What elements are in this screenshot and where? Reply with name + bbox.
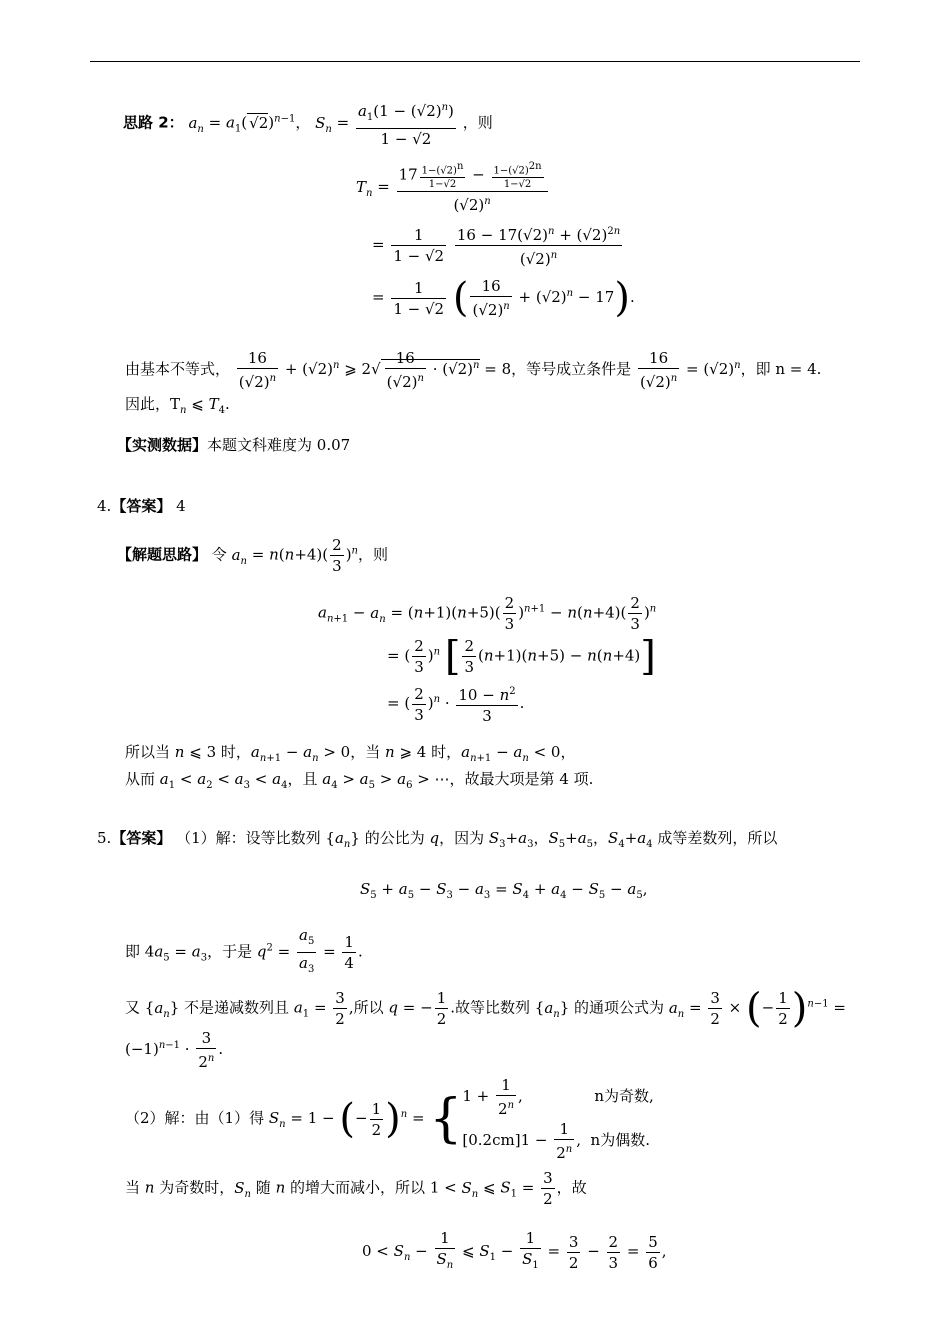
- then-text: ，则: [462, 113, 493, 132]
- q5-eq-4: $(-1)^{n-1}$ · $\frac{3}{2^n}$ .: [125, 1029, 224, 1071]
- q5-part2-line: （2）解：由（1）得 $S_n = 1$ − (− $\frac{1}{2}$ )$^n$ = { 1 + $\frac{1}{2^n}$ , n为奇数, [0.2cm]1 − $\frac{1}{2^n}$ , n为偶数.: [125, 1076, 654, 1162]
- tn-line-1: $T_n$ = 17 $\frac{1-(√2)^n}{1-√2}$ − $\frac{1-(√2)^{2n}}{1-√2}$ $(√2)^n$: [356, 160, 550, 215]
- piecewise-cases: 1 + $\frac{1}{2^n}$ , n为奇数, [0.2cm]1 − $\frac{1}{2^n}$ , n为偶数.: [462, 1076, 654, 1162]
- measured-line: [117, 433, 350, 457]
- q4-text-1: 所以当 n ⩽ 3 时，$a_{n+1} - a_n > 0$，当 n ⩾ 4 时，$a_{n+1} - a_n < 0$，: [125, 743, 576, 764]
- q5-odd-line: 当 n 为奇数时，$S_n$ 随 n 的增大而减小，所以 $1 < S_n$ ⩽ $S_1$ = $\frac{3}{2}$ ，故: [125, 1169, 587, 1208]
- q4-answer-line: 4.【答案】 4: [97, 497, 186, 515]
- q4-deriv-1: $a_{n+1} - a_n = (n+1)(n+5)$( $\frac{2}{3}$ )$^{n+1}$ − n(n+4)( $\frac{2}{3}$ )$^n$: [318, 594, 657, 633]
- q4-deriv-3: = ( $\frac{2}{3}$ )$^n$ · $\frac{10 - n^2}{3}$ .: [387, 684, 525, 725]
- q4-text-2: 从而 $a_1 < a_2 < a_3 < a_4$，且 $a_4 > a_5 > a_6$ > ⋯，故最大项是第 4 项.: [125, 770, 594, 791]
- q4-deriv-2: = ( $\frac{2}{3}$ )$^n$ [ $\frac{2}{3}$ (n+1)(n+5) − n(n+4)]: [387, 633, 656, 680]
- idea2-label: 思路 2：: [123, 113, 184, 132]
- header-rule: [90, 61, 860, 62]
- ineq-line: 由基本不等式， $\frac{16}{(√2)^n}$ + $(√2)^n$ ⩾ 2√ $\frac{16}{(√2)^n}$ · $(√2)^n = 8$，等号成立条件是 $\frac{16}{(√2)^n}$ = $(√2)^n$，即 n = 4.: [125, 349, 822, 391]
- q5-number: 5.: [97, 829, 112, 847]
- q5-final-eq: $0 < S_n$ − $\frac{1}{S_n}$ ⩽ $S_1$ − $\frac{1}{S_1}$ = $\frac{3}{2}$ − $\frac{2}{3}$ = $\frac{5}{6}$ ,: [362, 1228, 667, 1276]
- idea2-line: 思路 2： $a_n = a_1$( √2)$^{n-1}$， $S_n$ = $\frac{a_1(1 - (√2)^n)}{1 - √2}$ ，则: [123, 98, 493, 149]
- measured-label: 【实测数据】: [117, 436, 208, 454]
- conclusion-line: 因此，$T_n$ ⩽ $T_4$.: [125, 395, 230, 416]
- tn-line-2: = $\frac{1}{1 - √2}$ $\frac{16 - 17(√2)^n + (√2)^{2n}}{(√2)^n}$: [372, 226, 621, 268]
- q4-number: 4.: [97, 497, 112, 515]
- q4-idea-line: 【解题思路】 令 $a_n = n(n+4)$( $\frac{2}{3}$ )$^n$，则: [117, 536, 389, 575]
- q5-eq-2: 即 $4a_5 = a_3$，于是 $q^2$ = $\frac{a_5}{a_3}$ = $\frac{1}{4}$ .: [125, 925, 363, 980]
- sn-fraction: $\frac{a_1(1 - (√2)^n)}{1 - √2}$: [357, 102, 454, 148]
- tn-line-3: = $\frac{1}{1 - √2}$ ( $\frac{16}{(√2)^n}$ + $(√2)^n - 17$).: [372, 275, 635, 321]
- q5-eq-1: $S_5 + a_5 - S_3 - a_3 = S_4 + a_4 - S_5 - a_5$,: [360, 880, 648, 901]
- q5-eq-3: 又 $\{a_n\}$ 不是递减数列且 $a_1$ = $\frac{3}{2}$ ,所以 q = − $\frac{1}{2}$ .故等比数列 $\{a_n\}$ 的通项公式为 $a_n$ = $\frac{3}{2}$ × (− $\frac{1}{2}$ )$^{n-1}$ =: [125, 985, 846, 1032]
- measured-text: 本题文科难度为 0.07: [207, 436, 351, 454]
- q4-answer: 4: [176, 497, 186, 515]
- q5-answer-line: 5.【答案】 （1）解：设等比数列 $\{a_n\}$ 的公比为 q，因为 $S_3+a_3$，$S_5+a_5$，$S_4+a_4$ 成等差数列，所以: [97, 829, 778, 850]
